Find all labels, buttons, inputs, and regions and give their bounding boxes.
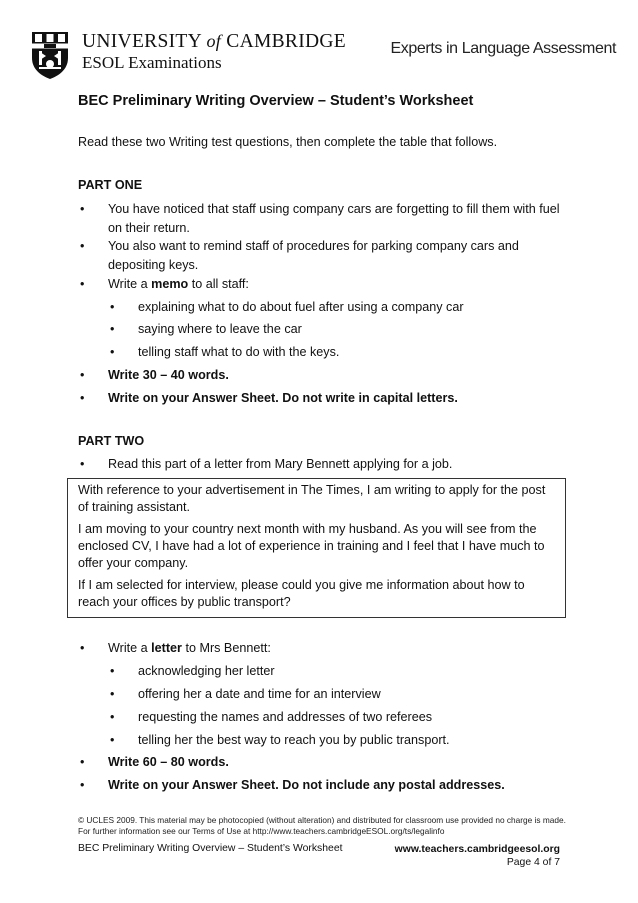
part-one-heading: PART ONE [78,178,143,192]
bullet: • [80,755,85,769]
letter-paragraph-2: I am moving to your country next month with my husband. As you will see from the enclosed CV, I have had a lot of experience in training and I feel that I have much to offer your company. [78,522,545,570]
sub-bullet: • [110,733,115,747]
university-name: UNIVERSITY of CAMBRIDGE [82,31,346,52]
part-two-heading: PART TWO [78,434,145,448]
page-header [30,28,620,84]
part-one-bullet-1: You have noticed that staff using company cars are forgetting to fill them with fuel on their return. [108,202,560,235]
bullet: • [80,778,85,792]
part-two-sub-4: telling her the best way to reach you by public transport. [138,733,450,747]
part-one-sub-1: explaining what to do about fuel after using a company car [138,300,464,314]
bullet: • [80,277,85,291]
part-one-word-count: Write 30 – 40 words. [108,368,229,382]
part-one-answer-instruction: Write on your Answer Sheet. Do not write in capital letters. [108,391,458,405]
footer-right [395,843,560,869]
footer-url[interactable]: www.teachers.cambridgeesol.org [394,844,560,855]
esol-examinations: ESOL Examinations [82,53,222,72]
part-one-bullet-2: You also want to remind staff of procedures for parking company cars and depositing keys. [108,239,519,272]
bullet: • [80,239,85,253]
letter-paragraph-3: If I am selected for interview, please could you give me information about how to reach your offices by public transport? [78,578,525,609]
part-one-sub-3: telling staff what to do with the keys. [138,345,340,359]
copyright-note: © UCLES 2009. This material may be photocopied (without alteration) and distributed for classroom use provided no charge is made. For further information see our Terms of Use at http://www.teachers.cambridgeESOL.org/ts/legalinfo [78,815,566,836]
bullet: • [80,368,85,382]
tagline: Experts in Language Assessment [390,40,616,57]
page-number: Page 4 of 7 [506,857,560,868]
sub-bullet: • [110,322,115,336]
bullet: • [80,641,85,655]
letter-paragraph-1: With reference to your advertisement in The Times, I am writing to apply for the post of training assistant. [78,483,546,514]
part-one-sub-2: saying where to leave the car [138,322,302,336]
part-two-sub-1: acknowledging her letter [138,664,275,678]
part-two-word-count: Write 60 – 80 words. [108,755,229,769]
part-two-sub-3: requesting the names and addresses of two referees [138,710,433,724]
sub-bullet: • [110,687,115,701]
sub-bullet: • [110,300,115,314]
sub-bullet: • [110,664,115,678]
part-two-sub-2: offering her a date and time for an interview [138,687,381,701]
bullet: • [80,391,85,405]
bullet: • [80,202,85,216]
footer-title: BEC Preliminary Writing Overview – Student’s Worksheet [78,843,343,854]
page-title: BEC Preliminary Writing Overview – Student’s Worksheet [78,93,474,109]
sub-bullet: • [110,345,115,359]
bullet: • [80,457,85,471]
cambridge-crest-icon [30,30,70,80]
part-two-answer-instruction: Write on your Answer Sheet. Do not include any postal addresses. [108,778,505,792]
part-two-bullet-2: Write a letter to Mrs Bennett: [108,641,271,655]
part-two-bullet-1: Read this part of a letter from Mary Bennett applying for a job. [108,457,453,471]
sub-bullet: • [110,710,115,724]
part-one-bullet-3: Write a memo to all staff: [108,277,249,291]
letter-extract-box [67,478,566,618]
intro-text: Read these two Writing test questions, then complete the table that follows. [78,135,498,149]
